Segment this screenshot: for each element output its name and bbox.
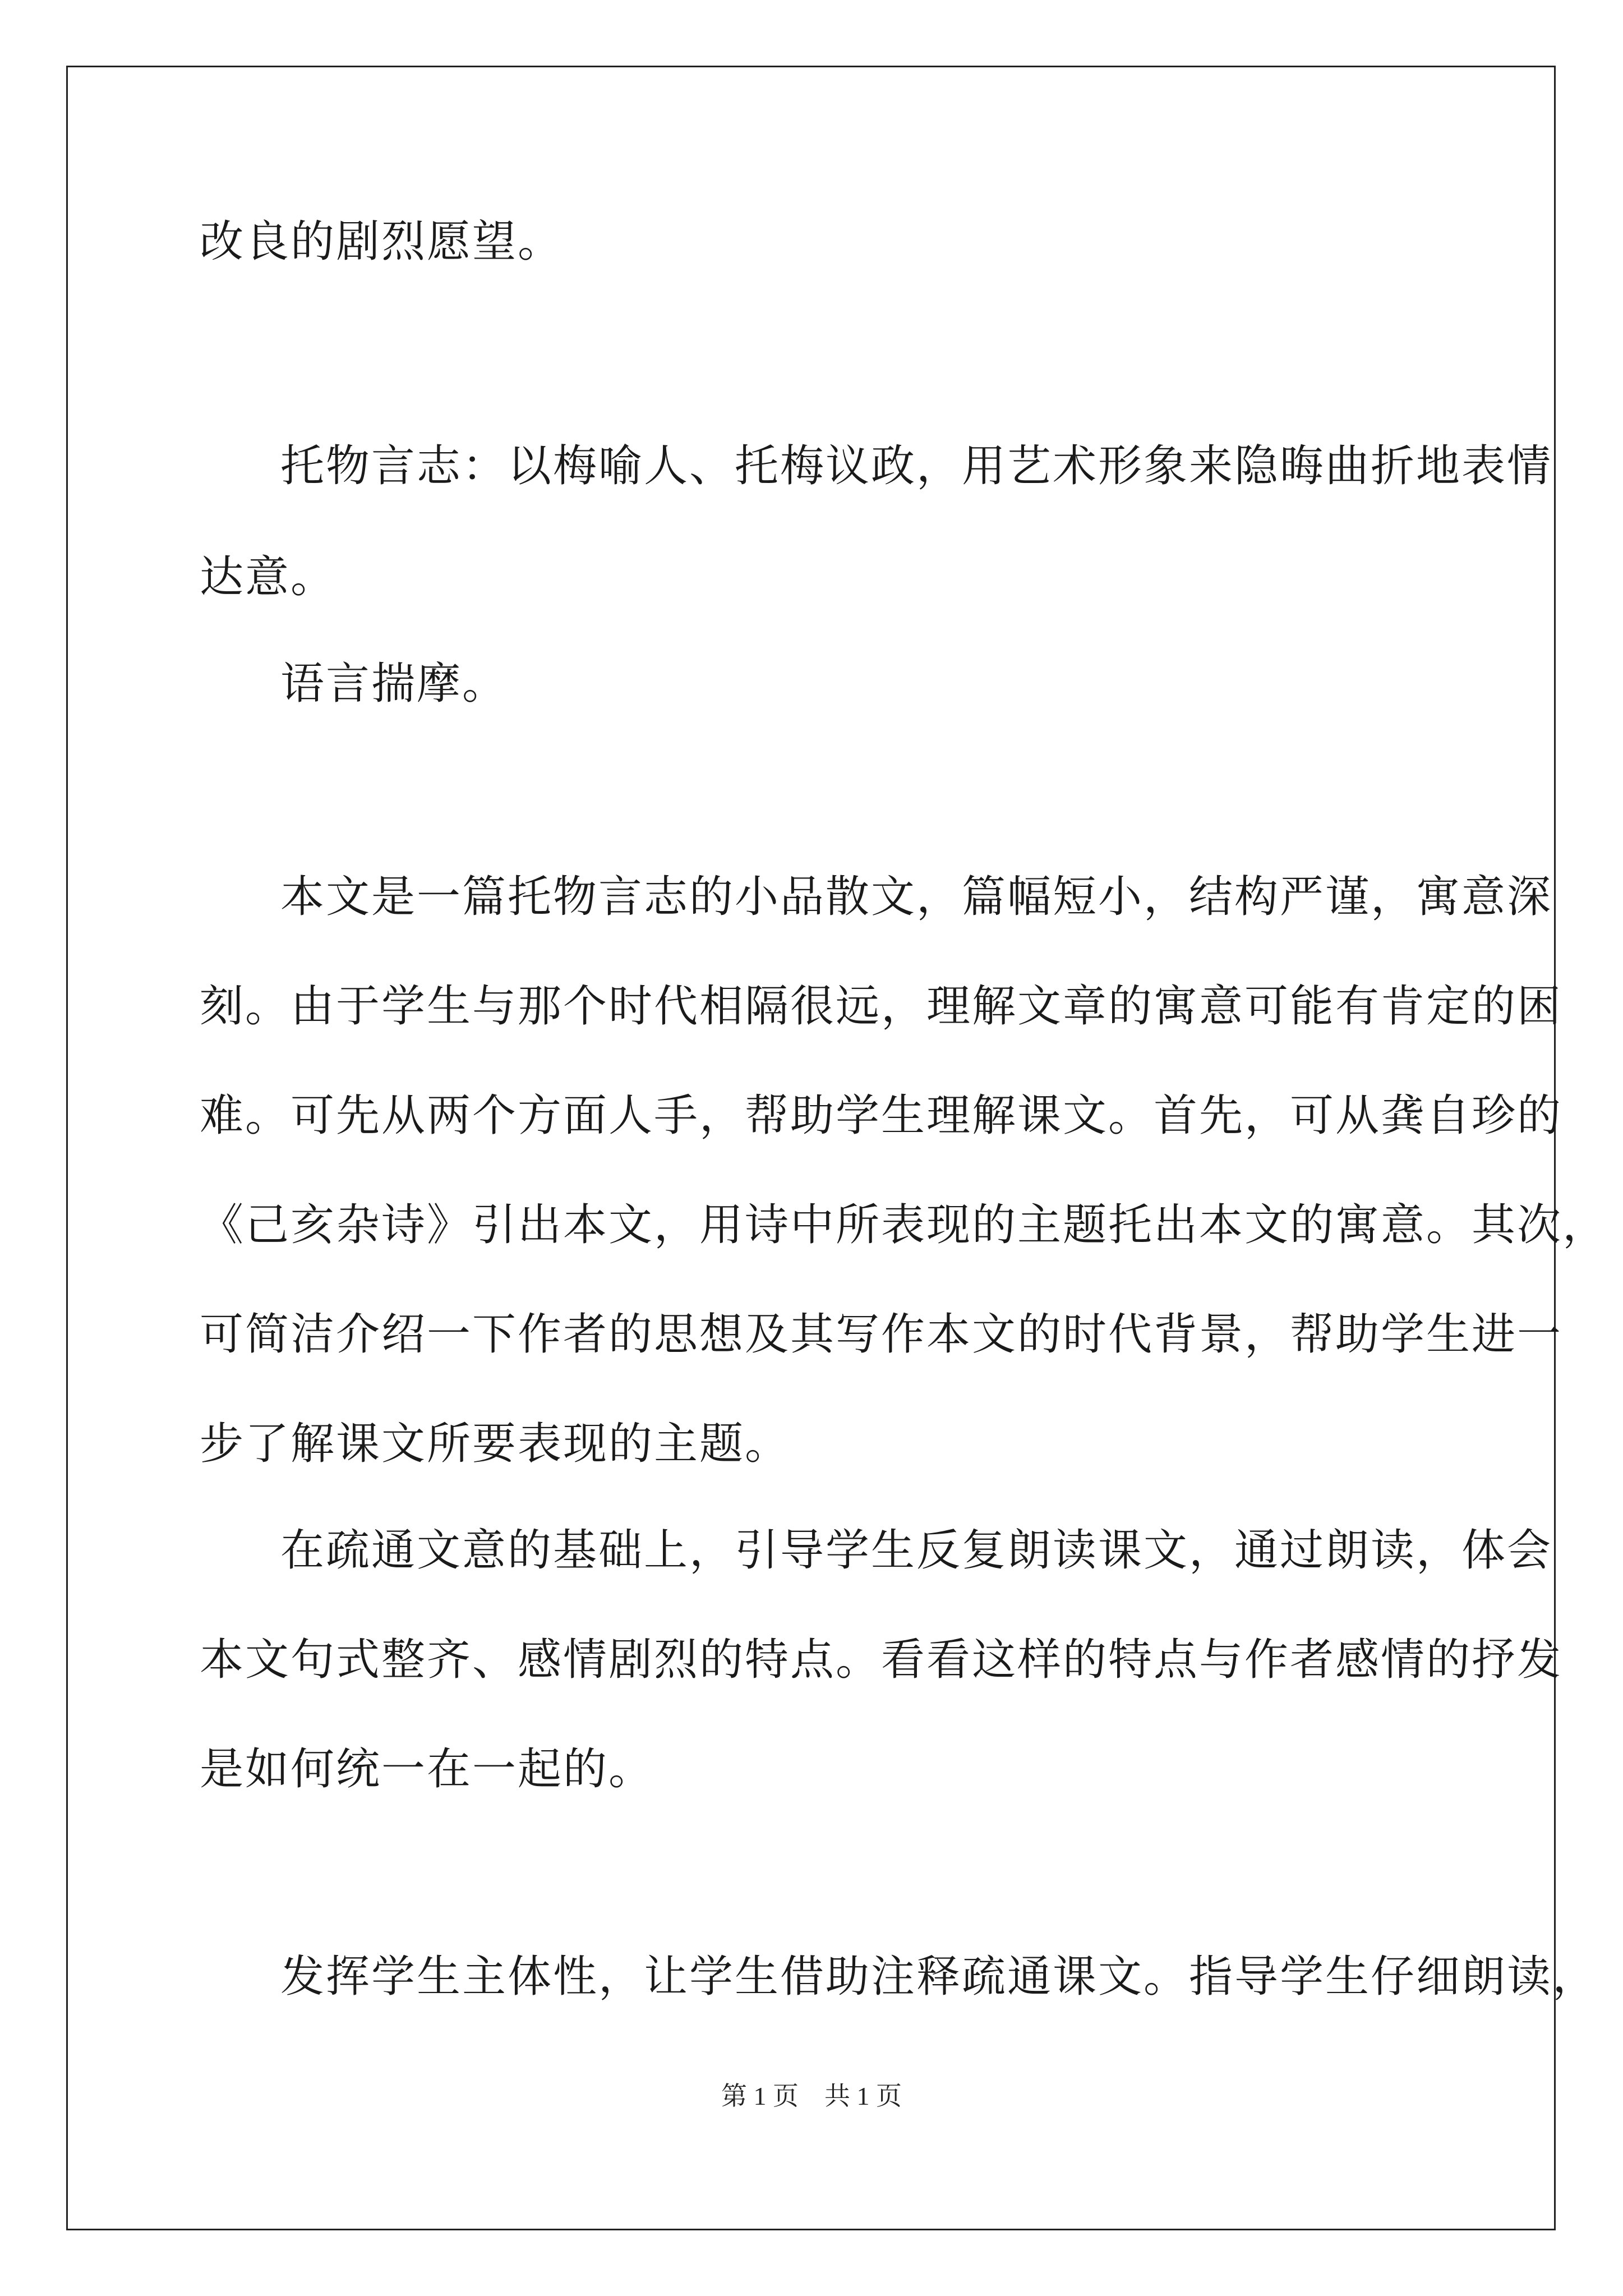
paragraph-start: 本文是一篇托物言志的小品散文，篇幅短小，结构严谨，寓意深 — [280, 872, 1553, 922]
text-line: 刻。由于学生与那个时代相隔很远，理解文章的寓意可能有肯定的困 — [200, 981, 1563, 1032]
text-line: 达意。 — [200, 552, 336, 602]
page-border — [66, 66, 1556, 2230]
paragraph-start: 发挥学生主体性，让学生借助注释疏通课文。指导学生仔细朗读， — [280, 1952, 1598, 2002]
text-line: 本文句式整齐、感情剧烈的特点。看看这样的特点与作者感情的抒发 — [200, 1635, 1563, 1685]
page-number-footer: 第 1 页 共 1 页 — [721, 2082, 902, 2110]
text-line: 可简洁介绍一下作者的思想及其写作本文的时代背景，帮助学生进一 — [200, 1309, 1563, 1360]
paragraph-start: 托物言志：以梅喻人、托梅议政，用艺术形象来隐晦曲折地表情 — [280, 441, 1553, 491]
paragraph-start: 语言揣摩。 — [280, 659, 508, 709]
text-line: 改良的剧烈愿望。 — [200, 217, 564, 267]
text-line: 难。可先从两个方面人手，帮助学生理解课文。首先，可从龚自珍的 — [200, 1091, 1563, 1141]
text-line: 是如何统一在一起的。 — [200, 1744, 654, 1795]
text-line: 《己亥杂诗》引出本文，用诗中所表现的主题托出本文的寓意。其次， — [200, 1200, 1608, 1250]
paragraph-start: 在疏通文意的基础上，引导学生反复朗读课文，通过朗读，体会 — [280, 1525, 1553, 1576]
text-line: 步了解课文所要表现的主题。 — [200, 1419, 791, 1469]
